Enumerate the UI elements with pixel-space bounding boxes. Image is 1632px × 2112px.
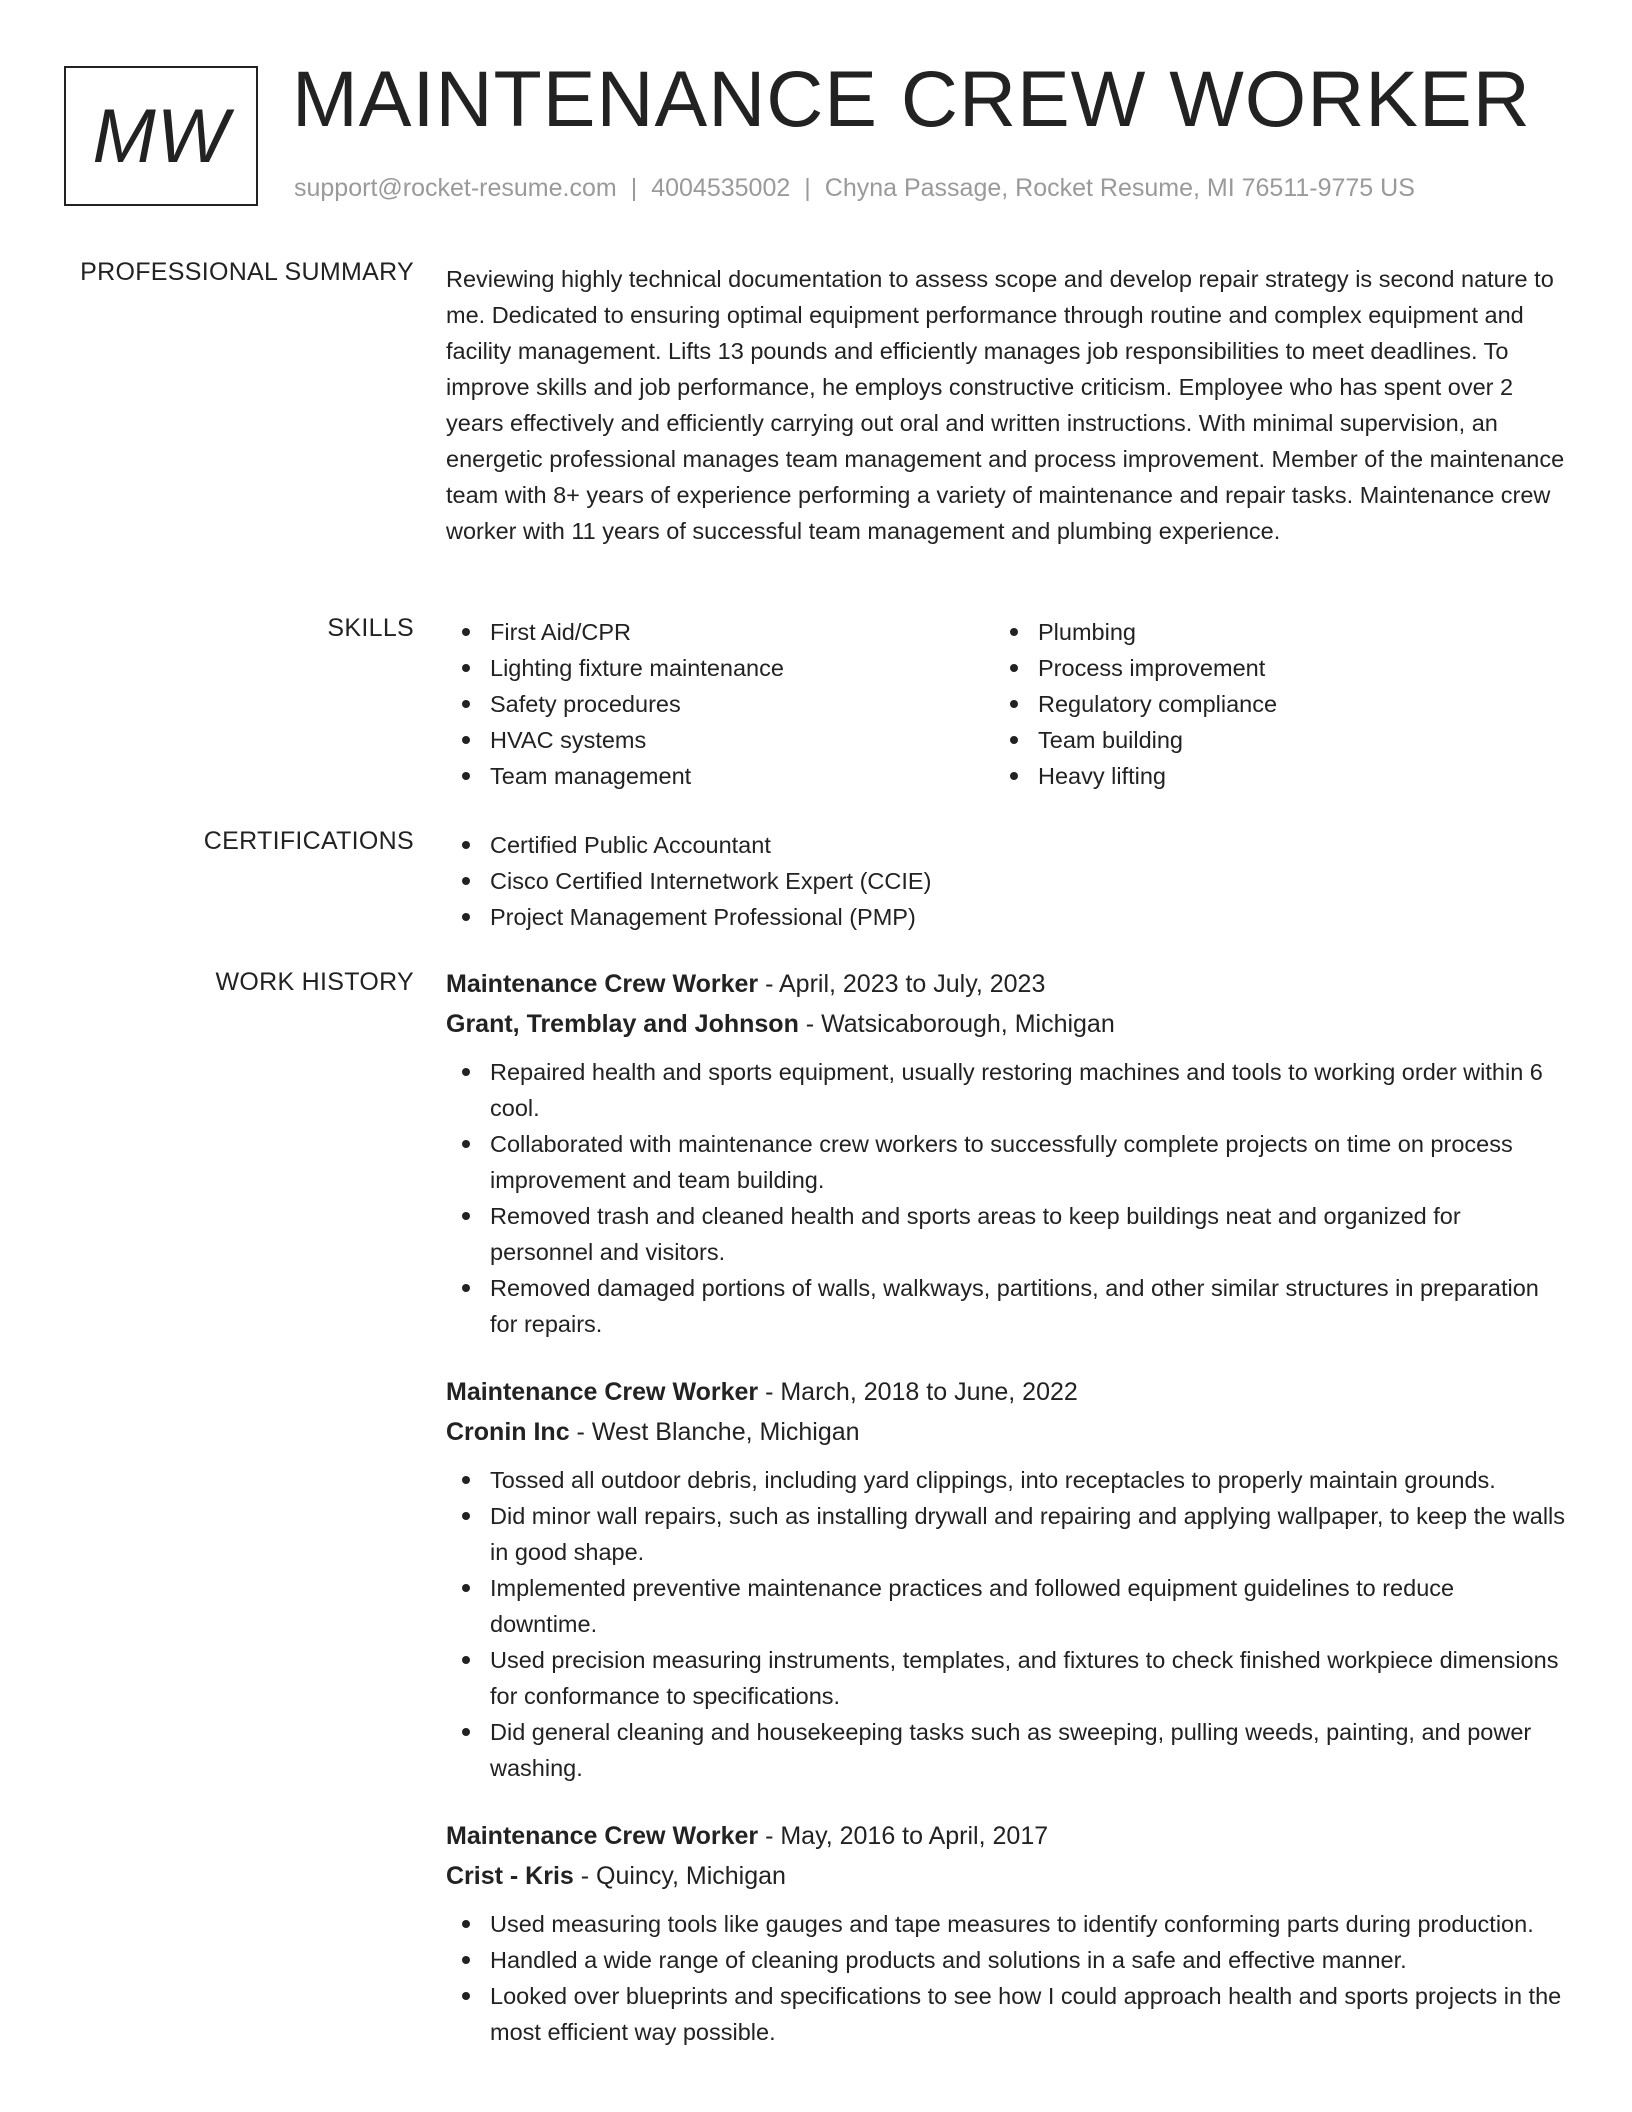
job-dates: March, 2018 to June, 2022 xyxy=(780,1378,1078,1406)
job-title: Maintenance Crew Worker xyxy=(446,1378,759,1406)
contact-email: support@rocket-resume.com xyxy=(294,174,617,202)
job-bullets xyxy=(446,1054,1566,1342)
skill-item: Heavy lifting xyxy=(994,758,1542,794)
job-location: West Blanche, Michigan xyxy=(591,1418,860,1446)
job-bullet: Used measuring tools like gauges and tape measures to identify conforming parts during production. xyxy=(446,1906,1566,1942)
skill-item: HVAC systems xyxy=(446,722,994,758)
skill-item: Team building xyxy=(994,722,1542,758)
job-title: Maintenance Crew Worker xyxy=(446,970,759,998)
contact-phone: 4004535002 xyxy=(651,174,791,202)
contact-separator: | xyxy=(804,174,811,202)
job-bullet: Implemented preventive maintenance practices and followed equipment guidelines to reduce downtime. xyxy=(446,1570,1566,1642)
job-title-line: Maintenance Crew Worker - May, 2016 to April, 2017 xyxy=(446,1822,1049,1850)
contact-line xyxy=(294,174,1415,203)
job-entry xyxy=(446,964,1566,1342)
job-title-line: Maintenance Crew Worker - March, 2018 to June, 2022 xyxy=(446,1378,1078,1406)
job-bullet: Removed damaged portions of walls, walkways, partitions, and other similar structures in preparation for repairs. xyxy=(446,1270,1566,1342)
job-bullet: Did general cleaning and housekeeping tasks such as sweeping, pulling weeds, painting, and power washing. xyxy=(446,1714,1566,1786)
job-bullet: Handled a wide range of cleaning products and solutions in a safe and effective manner. xyxy=(446,1942,1566,1978)
job-company: Crist - Kris xyxy=(446,1862,574,1890)
skills-list-left xyxy=(446,614,994,794)
monogram-logo: MW xyxy=(64,66,258,206)
certifications-body xyxy=(446,827,1566,935)
job-location: Quincy, Michigan xyxy=(596,1862,786,1890)
job-bullet: Tossed all outdoor debris, including yard clippings, into receptacles to properly maintain grounds. xyxy=(446,1462,1566,1498)
job-entry xyxy=(446,1816,1566,2050)
summary-body xyxy=(446,261,1566,549)
job-dates: May, 2016 to April, 2017 xyxy=(780,1822,1049,1850)
skill-item: Lighting fixture maintenance xyxy=(446,650,994,686)
skill-item: Plumbing xyxy=(994,614,1542,650)
job-title: Maintenance Crew Worker xyxy=(446,1822,759,1850)
certification-item: Project Management Professional (PMP) xyxy=(446,899,1566,935)
skill-item: Process improvement xyxy=(994,650,1542,686)
contact-separator: | xyxy=(630,174,638,202)
summary-heading: PROFESSIONAL SUMMARY xyxy=(80,258,414,286)
skill-item: Team management xyxy=(446,758,994,794)
summary-text: Reviewing highly technical documentation to assess scope and develop repair strategy is second nature to me. Dedicated to ensuring optimal equipment performance through routine and complex equipment and facility management. Lifts 13 pounds and efficiently manages job responsibilities to meet deadlines. To improve skills and job performance, he employs constructive criticism. Employee who has spent over 2 years effectively and efficiently carrying out oral and written instructions. With minimal supervision, an energetic professional manages team management and process improvement. Member of the maintenance team with 8+ years of experience performing a variety of maintenance and repair tasks. Maintenance crew worker with 11 years of successful team management and plumbing experience. xyxy=(446,266,1565,544)
job-company-line: Crist - Kris - Quincy, Michigan xyxy=(446,1862,786,1890)
job-company: Cronin Inc xyxy=(446,1418,570,1446)
certification-item: Certified Public Accountant xyxy=(446,827,1566,863)
job-bullets xyxy=(446,1906,1566,2050)
skill-item: First Aid/CPR xyxy=(446,614,994,650)
certifications-heading: CERTIFICATIONS xyxy=(203,827,414,855)
job-company: Grant, Tremblay and Johnson xyxy=(446,1010,799,1038)
skills-heading: SKILLS xyxy=(327,614,414,642)
job-bullet: Removed trash and cleaned health and sports areas to keep buildings neat and organized for personnel and visitors. xyxy=(446,1198,1566,1270)
skill-item: Regulatory compliance xyxy=(994,686,1542,722)
job-company-line: Grant, Tremblay and Johnson - Watsicaborough, Michigan xyxy=(446,1010,1115,1038)
job-bullets xyxy=(446,1462,1566,1786)
contact-address: Chyna Passage, Rocket Resume, MI 76511-9775 US xyxy=(824,174,1415,202)
job-bullet: Repaired health and sports equipment, usually restoring machines and tools to working order within 6 cool. xyxy=(446,1054,1566,1126)
job-company-line: Cronin Inc - West Blanche, Michigan xyxy=(446,1418,860,1446)
work-history-heading: WORK HISTORY xyxy=(215,968,414,996)
work-history-body xyxy=(446,964,1566,2080)
skills-body xyxy=(446,614,1566,794)
job-entry xyxy=(446,1372,1566,1786)
certifications-list xyxy=(446,827,1566,935)
job-dates: April, 2023 to July, 2023 xyxy=(778,970,1046,998)
certification-item: Cisco Certified Internetwork Expert (CCIE) xyxy=(446,863,1566,899)
job-bullet: Looked over blueprints and specifications to see how I could approach health and sports projects in the most efficient way possible. xyxy=(446,1978,1566,2050)
job-location: Watsicaborough, Michigan xyxy=(821,1010,1115,1038)
job-bullet: Used precision measuring instruments, templates, and fixtures to check finished workpiece dimensions for conformance to specifications. xyxy=(446,1642,1566,1714)
skills-list-right xyxy=(994,614,1542,794)
job-bullet: Did minor wall repairs, such as installing drywall and repairing and applying wallpaper, to keep the walls in good shape. xyxy=(446,1498,1566,1570)
candidate-title: MAINTENANCE CREW WORKER xyxy=(292,54,1531,143)
skill-item: Safety procedures xyxy=(446,686,994,722)
job-bullet: Collaborated with maintenance crew workers to successfully complete projects on time on process improvement and team building. xyxy=(446,1126,1566,1198)
job-title-line: Maintenance Crew Worker - April, 2023 to July, 2023 xyxy=(446,970,1046,998)
